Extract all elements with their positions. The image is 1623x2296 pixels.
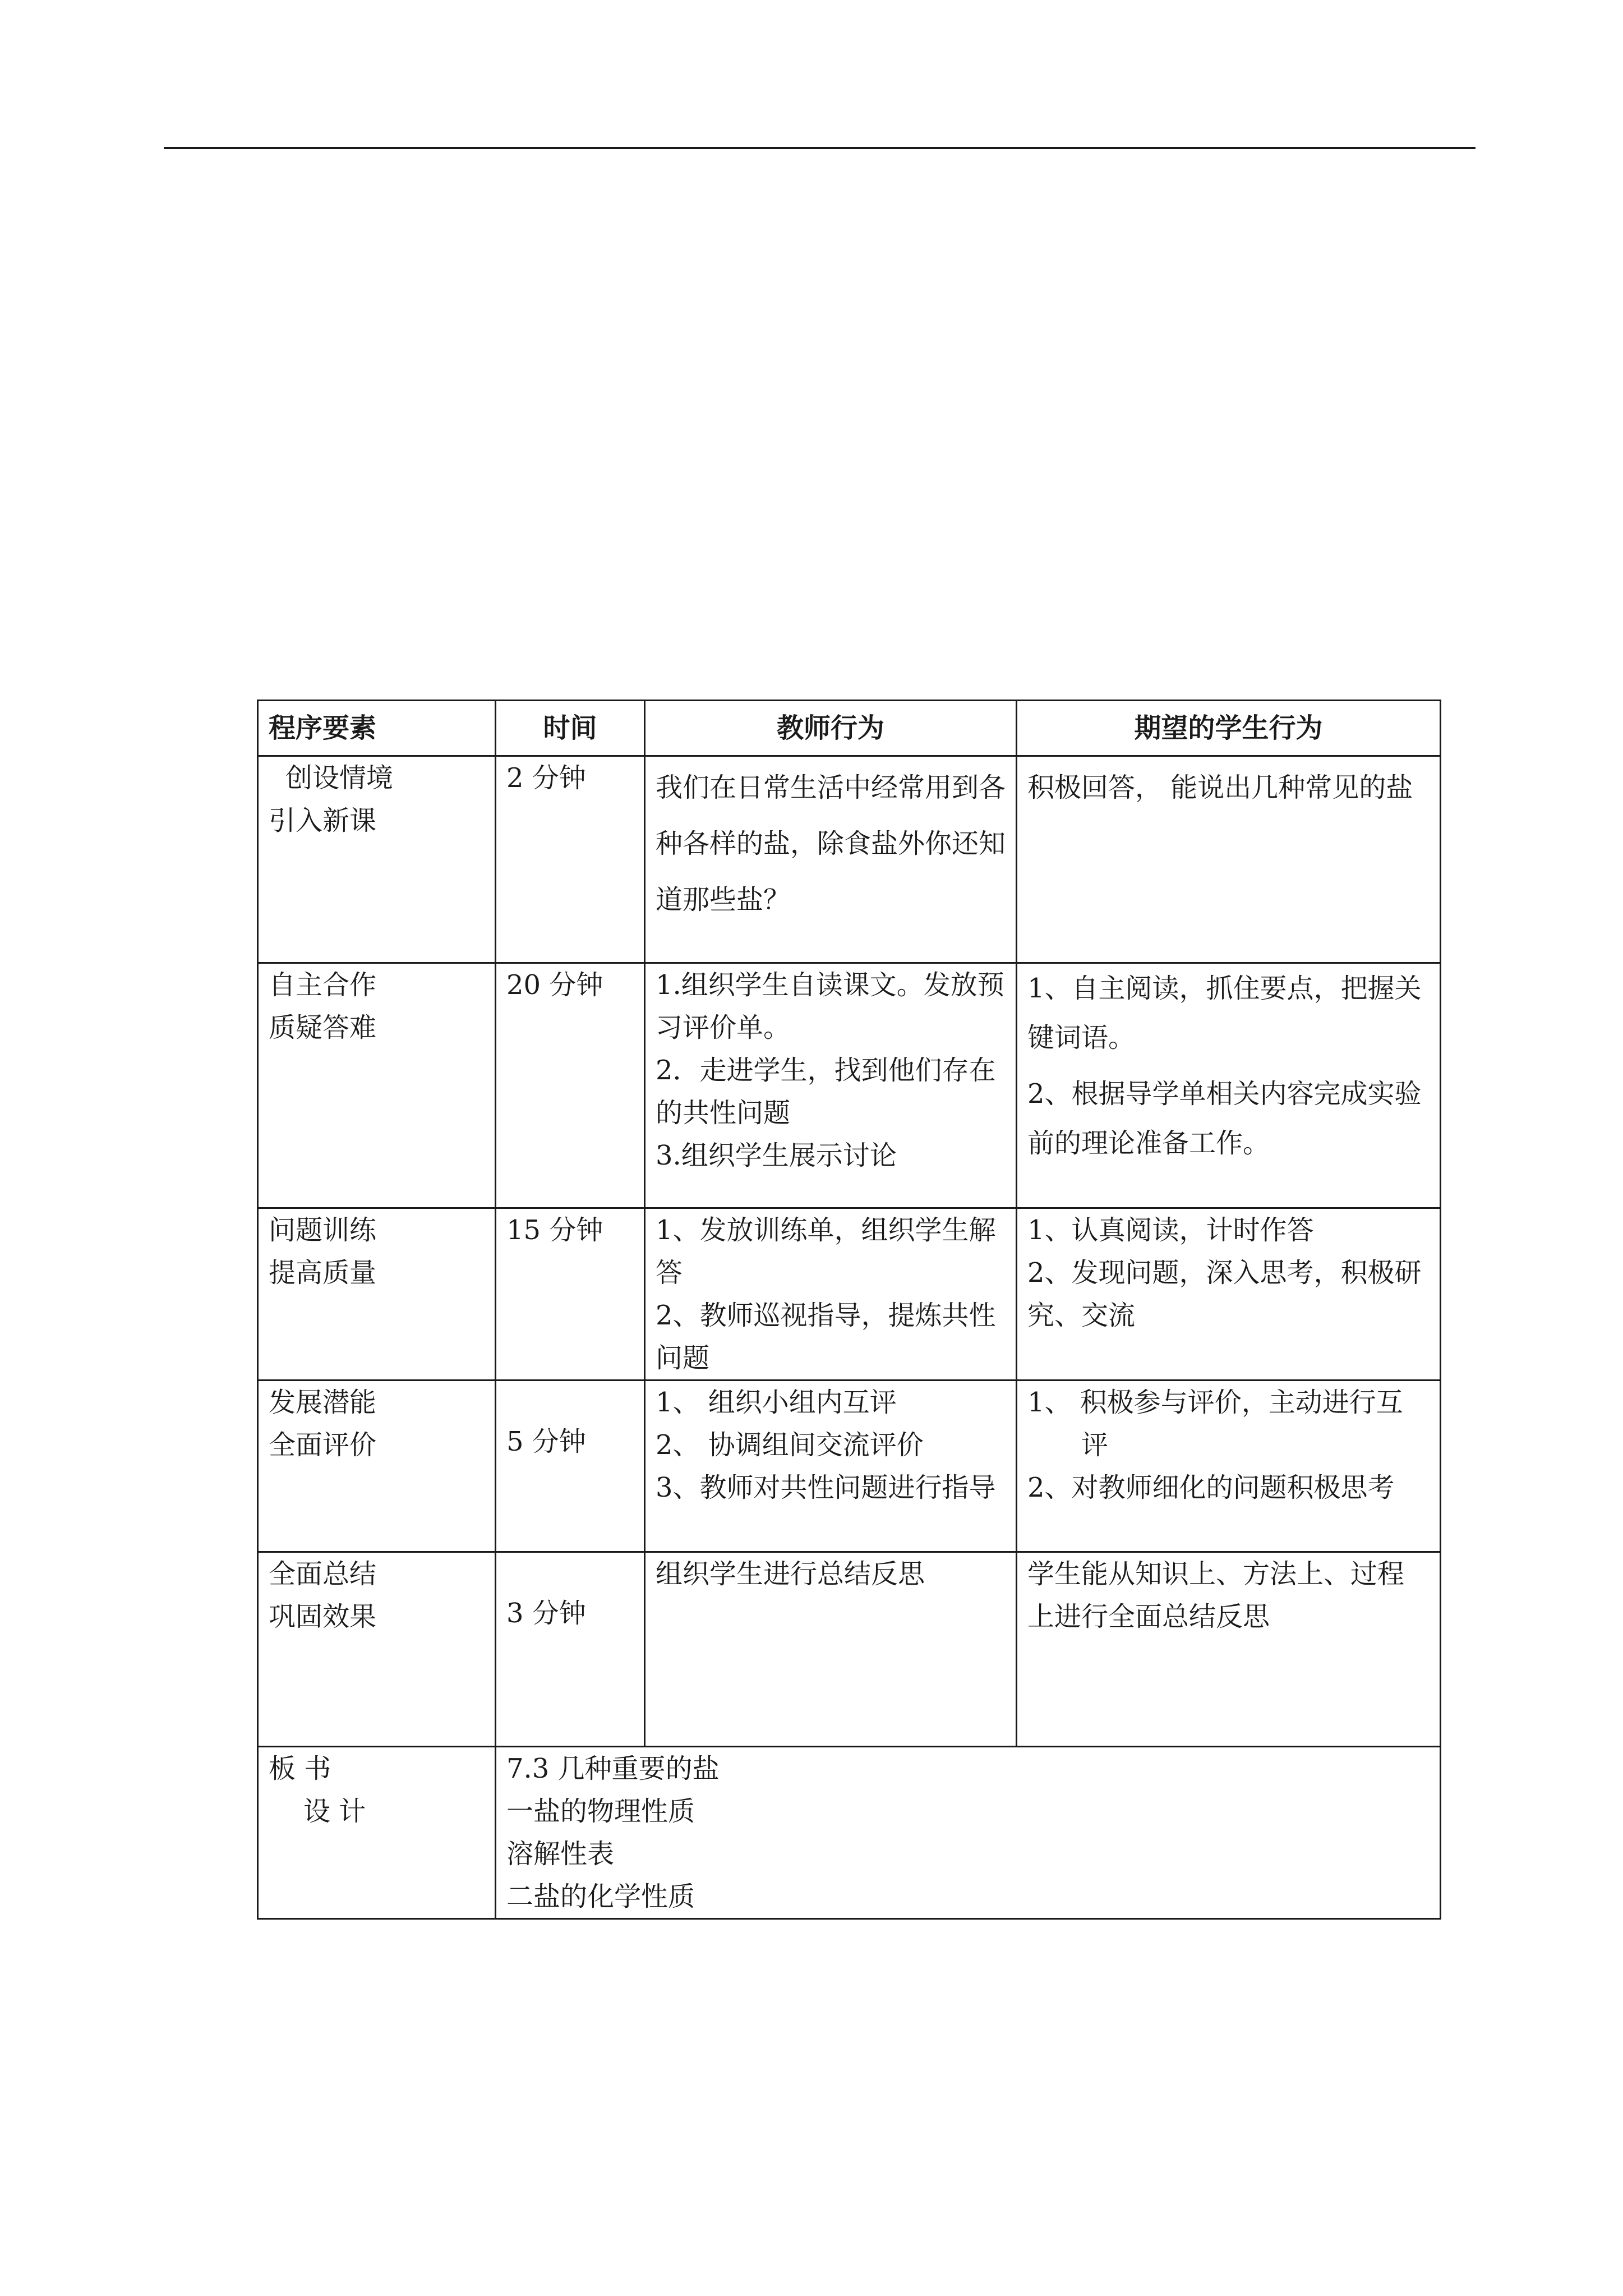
student-item: 积极回答， 能说出几种常见的盐 bbox=[1027, 772, 1413, 803]
procedure-label bbox=[258, 963, 496, 1208]
table-row bbox=[258, 1552, 1441, 1747]
time-cell bbox=[496, 1552, 645, 1747]
procedure-label bbox=[258, 1552, 496, 1747]
time-value: 20 分钟 bbox=[506, 969, 603, 1001]
procedure-label-line1: 发展潜能 bbox=[269, 1387, 377, 1418]
header-student-behavior: 期望的学生行为 bbox=[1017, 701, 1441, 756]
procedure-label-line1: 问题训练 bbox=[269, 1214, 377, 1246]
student-item: 学生能从知识上、方法上、过程上进行全面总结反思 bbox=[1027, 1558, 1405, 1632]
table-row bbox=[258, 1208, 1441, 1381]
procedure-label bbox=[258, 1381, 496, 1552]
student-item: 1、 积极参与评价，主动进行互评 bbox=[1027, 1387, 1403, 1461]
procedure-label-line2: 引入新课 bbox=[269, 805, 377, 836]
time-cell bbox=[496, 1381, 645, 1552]
procedure-label bbox=[258, 1208, 496, 1381]
teacher-behavior-cell bbox=[645, 1208, 1017, 1381]
board-line: 7.3 几种重要的盐 bbox=[506, 1753, 720, 1784]
teacher-item: 2、教师巡视指导，提炼共性问题 bbox=[656, 1300, 996, 1374]
procedure-label-line2: 巩固效果 bbox=[269, 1601, 377, 1632]
procedure-label bbox=[258, 756, 496, 963]
time-value: 15 分钟 bbox=[506, 1214, 603, 1246]
procedure-label-line2: 全面评价 bbox=[269, 1429, 377, 1461]
time-value: 2 分钟 bbox=[506, 762, 586, 794]
teacher-item: 1、发放训练单，组织学生解答 bbox=[656, 1214, 996, 1289]
teacher-item: 3.组织学生展示讨论 bbox=[656, 1140, 897, 1171]
teacher-behavior-cell bbox=[645, 756, 1017, 963]
teacher-behavior-cell bbox=[645, 963, 1017, 1208]
table-row bbox=[258, 756, 1441, 963]
student-item: 2、发现问题，深入思考，积极研究、交流 bbox=[1027, 1257, 1422, 1331]
procedure-label-line2: 提高质量 bbox=[269, 1257, 377, 1289]
time-cell bbox=[496, 756, 645, 963]
teacher-item: 2．走进学生，找到他们存在的共性问题 bbox=[656, 1055, 996, 1129]
student-item: 1、自主阅读，抓住要点，把握关键词语。 bbox=[1027, 973, 1422, 1053]
procedure-label-line1: 全面总结 bbox=[269, 1558, 377, 1590]
student-behavior-cell bbox=[1017, 1381, 1441, 1552]
procedure-label-line1: 创设情境 bbox=[285, 762, 394, 794]
table-header-row bbox=[258, 701, 1441, 756]
header-procedure: 程序要素 bbox=[258, 701, 496, 756]
table-row bbox=[258, 1381, 1441, 1552]
time-cell bbox=[496, 1208, 645, 1381]
student-behavior-cell bbox=[1017, 756, 1441, 963]
teacher-item: 1、 组织小组内互评 bbox=[656, 1387, 897, 1418]
time-value: 5 分钟 bbox=[506, 1426, 586, 1457]
board-line: 溶解性表 bbox=[506, 1838, 615, 1870]
student-item: 1、认真阅读，计时作答 bbox=[1027, 1214, 1314, 1246]
student-behavior-cell bbox=[1017, 963, 1441, 1208]
lesson-plan-table bbox=[257, 700, 1441, 1920]
board-design-label-line1: 板 书 bbox=[269, 1753, 331, 1784]
time-value: 3 分钟 bbox=[506, 1598, 586, 1629]
teacher-behavior-cell bbox=[645, 1552, 1017, 1747]
student-behavior-cell bbox=[1017, 1208, 1441, 1381]
student-item: 2、对教师细化的问题积极思考 bbox=[1027, 1472, 1395, 1503]
teacher-item: 2、 协调组间交流评价 bbox=[656, 1429, 924, 1461]
table-row bbox=[258, 963, 1441, 1208]
procedure-label-line1: 自主合作 bbox=[269, 969, 377, 1001]
teacher-item: 组织学生进行总结反思 bbox=[656, 1558, 925, 1590]
header-rule bbox=[164, 147, 1476, 149]
teacher-item: 3、教师对共性问题进行指导 bbox=[656, 1472, 996, 1503]
teacher-item: 我们在日常生活中经常用到各种各样的盐，除食盐外你还知道那些盐？ bbox=[656, 772, 1006, 915]
teacher-behavior-cell bbox=[645, 1381, 1017, 1552]
teacher-item: 1.组织学生自读课文。发放预习评价单。 bbox=[656, 969, 1004, 1043]
header-time: 时间 bbox=[496, 701, 645, 756]
student-item: 2、根据导学单相关内容完成实验前的理论准备工作。 bbox=[1027, 1078, 1422, 1159]
student-behavior-cell bbox=[1017, 1552, 1441, 1747]
board-line: 一盐的物理性质 bbox=[506, 1796, 695, 1827]
board-design-label bbox=[258, 1747, 496, 1919]
board-design-label-line2: 设 计 bbox=[303, 1796, 366, 1827]
procedure-label-line2: 质疑答难 bbox=[269, 1012, 377, 1043]
time-cell bbox=[496, 963, 645, 1208]
header-teacher-behavior: 教师行为 bbox=[645, 701, 1017, 756]
board-line: 二盐的化学性质 bbox=[506, 1881, 695, 1912]
board-design-row bbox=[258, 1747, 1441, 1919]
board-design-content bbox=[496, 1747, 1441, 1919]
